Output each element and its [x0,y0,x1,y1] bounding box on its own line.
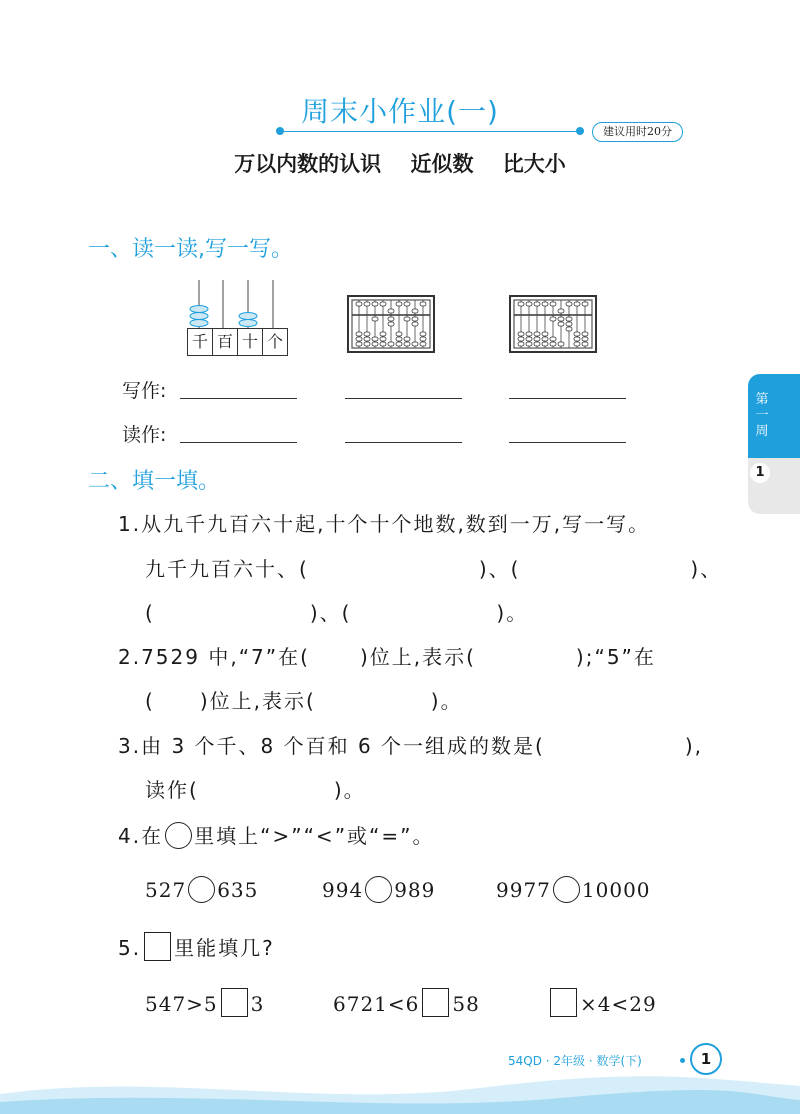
question-2-line-2 [145,685,463,714]
title-line-dot-right [576,127,584,135]
q2-part-e: )位上,表示( [199,689,316,713]
compare-2-circle[interactable] [365,876,392,903]
q1-end-2: )。 [496,601,529,625]
compare-2-left: 994 [322,878,364,902]
fill-item-3 [547,988,657,1017]
question-1-line-3 [145,597,528,626]
q4-pre: 4.在 [118,824,164,848]
counting-frame-rods [187,280,287,328]
section-2-heading: 二、填一填。 [88,469,221,494]
week-tab-label: 第一周 [755,392,769,439]
q1-end-1: )、 [690,557,723,581]
footer-dot [680,1058,685,1063]
q4-post: 里填上“>”“<”或“=”。 [194,824,435,848]
question-2-line-1 [118,641,656,670]
place-thousands: 千 [187,328,213,356]
section-1-heading: 一、读一读,写一写。 [88,237,293,262]
q3-part-d: )。 [333,778,366,802]
fill-1-left: 547>5 [145,992,218,1016]
place-ones: 个 [262,328,288,356]
read-blank-3[interactable] [509,442,626,443]
read-blank-2[interactable] [345,442,462,443]
question-1-text: 1.从九千九百六十起,十个十个地数,数到一万,写一写。 [118,512,651,536]
footer-book-info: 54QD · 2年级 · 数学(下) [508,1054,642,1068]
write-label: 写作: [122,380,167,402]
square-icon [144,932,171,961]
question-4-text [118,820,435,849]
q2-part-c: );“5”在 [575,645,656,669]
question-1-line-2 [145,553,722,582]
week-tab-number: 1 [750,463,770,483]
q3-part-c: 读作( [145,778,199,802]
fill-item-2 [333,988,480,1017]
counting-frame-labels [187,328,288,356]
fill-1-right: 3 [250,992,265,1016]
q2-part-f: )。 [430,689,463,713]
q2-part-b: )位上,表示( [359,645,476,669]
question-5-text [118,932,275,961]
question-3-line-1 [118,730,703,759]
compare-item-2 [322,876,435,903]
q3-part-a: 3.由 3 个千、8 个百和 6 个一组成的数是( [118,734,545,758]
page-number: 1 [690,1043,722,1075]
footer-wave [0,1072,800,1114]
write-blank-3[interactable] [509,398,626,399]
page-title: 周末小作业(一) [301,95,499,128]
q2-part-a: 2.7529 中,“7”在( [118,645,310,669]
q1-start: 九千九百六十、( [145,557,309,581]
compare-item-3 [496,876,651,903]
write-blank-1[interactable] [180,398,297,399]
title-underline [280,131,580,132]
fill-2-box[interactable] [422,988,449,1017]
compare-3-circle[interactable] [553,876,580,903]
compare-3-left: 9977 [496,878,551,902]
page-subtitle: 万以内数的认识 近似数 比大小 [234,152,566,176]
read-blank-1[interactable] [180,442,297,443]
abacus-2 [509,295,597,353]
fill-item-1 [145,988,264,1017]
compare-3-right: 10000 [581,878,651,902]
read-label: 读作: [122,424,167,446]
q5-post: 里能填几? [174,936,275,960]
title-line-dot-left [276,127,284,135]
question-3-line-2 [145,774,366,803]
place-tens: 十 [237,328,263,356]
q5-pre: 5. [118,936,142,960]
time-badge: 建议用时20分 [592,122,683,142]
q2-part-d: ( [145,689,155,713]
fill-1-box[interactable] [221,988,248,1017]
abacus-1 [347,295,435,353]
compare-1-circle[interactable] [188,876,215,903]
q1-sep-1: )、( [478,557,521,581]
circle-icon [165,822,192,849]
compare-1-right: 635 [217,878,259,902]
q1-open-2: ( [145,601,155,625]
write-blank-2[interactable] [345,398,462,399]
compare-1-left: 527 [145,878,187,902]
compare-2-right: 989 [394,878,436,902]
fill-3-box[interactable] [550,988,577,1017]
compare-item-1 [145,876,258,903]
fill-2-right: 58 [452,992,480,1016]
fill-3-right: ×4<29 [580,992,657,1016]
q1-sep-2: )、( [309,601,352,625]
fill-2-left: 6721<6 [333,992,420,1016]
q3-part-b: ), [684,734,704,758]
place-hundreds: 百 [212,328,238,356]
